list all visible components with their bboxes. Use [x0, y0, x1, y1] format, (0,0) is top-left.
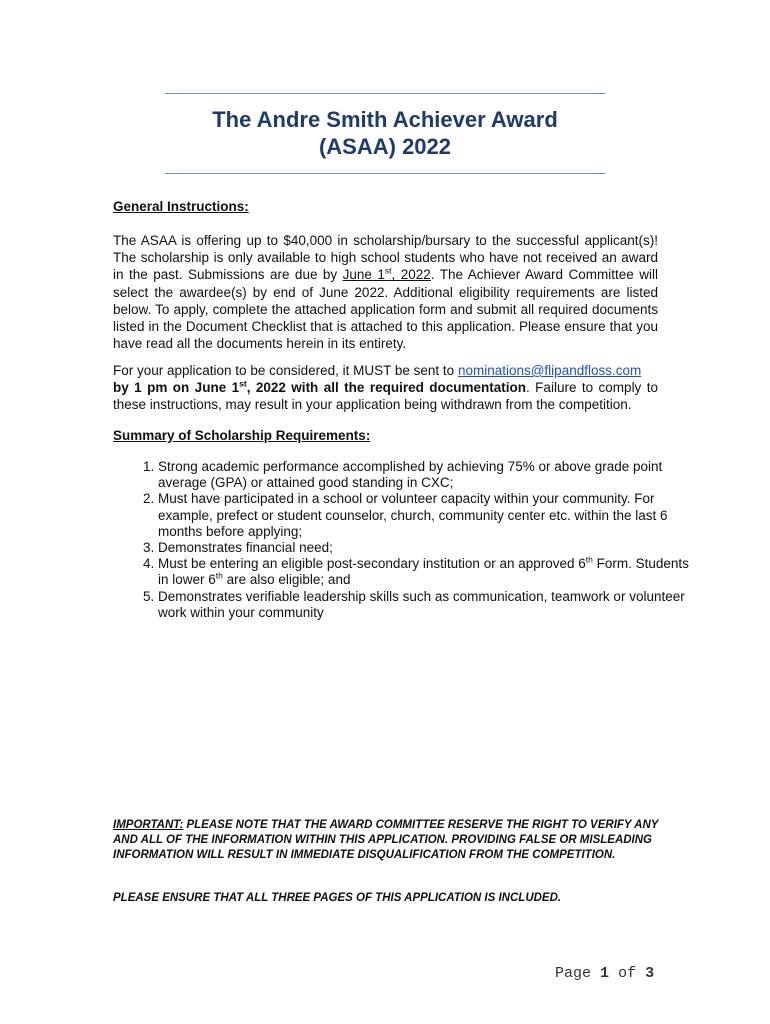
general-instructions-paragraph: [113, 232, 658, 352]
deadline-sup: st: [239, 378, 247, 389]
requirement-4-sup-1: th: [585, 554, 593, 565]
nominations-email-link[interactable]: nominations@flipandfloss.com: [457, 363, 642, 378]
requirement-2: Must have participated in a school or volunteer capacity within your community. For example, prefect or student counselor, church, community center etc. within the last 6 months before applying;: [158, 491, 668, 539]
requirement-5: Demonstrates verifiable leadership skills such as communication, teamwork or volunteer work within your community: [158, 588, 685, 620]
page-current: 1: [600, 965, 610, 982]
list-item: [158, 556, 693, 588]
important-label: IMPORTANT:: [113, 819, 184, 831]
deadline-post: , 2022 with all the required documentation: [246, 380, 527, 396]
p2-text-a: For your application to be considered, it MUST be sent to: [113, 363, 458, 378]
due-date-pre: June 1: [342, 267, 385, 283]
requirement-1: Strong academic performance accomplished by achieving 75% or above grade point average (GPA) or attained good standing in CXC;: [158, 459, 663, 491]
requirement-4-sup-2: th: [215, 570, 223, 581]
p2-text-b: . Failure to comply to these instructions, may result in your application being withdrawn from the competition.: [113, 380, 658, 413]
title-top-rule: [165, 93, 605, 94]
requirement-4-c: are also eligible; and: [222, 572, 351, 588]
requirements-list: [113, 459, 693, 621]
title-line-1: The Andre Smith Achiever Award: [212, 107, 558, 132]
deadline-pre: by 1 pm on June 1: [113, 380, 240, 396]
p1-text-a: The ASAA is offering up to $40,000 in scholarship/bursary to the successful applicant(s)! The scholarship is only available to high school students who have not received an award in the past. Submissions are due by: [113, 233, 658, 283]
requirement-4-a: Must be entering an eligible post-secondary institution or an approved 6: [158, 556, 586, 572]
requirement-3: Demonstrates financial need;: [158, 540, 333, 556]
submission-paragraph: [113, 362, 658, 414]
due-date-sup: st: [384, 265, 392, 276]
list-item: [158, 491, 693, 540]
deadline-bold: [113, 380, 526, 395]
list-item: [158, 459, 693, 491]
page-word: Page: [555, 965, 592, 982]
requirement-4-b: Form. Students in lower 6: [158, 556, 689, 588]
important-text: PLEASE NOTE THAT THE AWARD COMMITTEE RESERVE THE RIGHT TO VERIFY ANY AND ALL OF THE INFORMATION WITHIN THIS APPLICATION. PROVIDING FALSE OR MISLEADING INFORMATION WILL RESULT IN IMMEDIATE DISQUALIFICATION FROM THE COMPETITION.: [113, 819, 659, 861]
page-number: [555, 965, 654, 982]
due-date-post: , 2022: [391, 267, 431, 283]
list-item: [158, 589, 693, 621]
general-instructions-heading: General Instructions:: [113, 199, 249, 214]
list-item: [158, 540, 693, 556]
p1-text-b: . The Achiever Award Committee will select the awardee(s) by end of June 2022. Additional eligibility requirements are listed below. To apply, complete the attached application form and submit all required documents listed in the Document Checklist that is attached to this application. Please ensure that you have read all the documents herein in its entirety.: [113, 267, 658, 352]
summary-heading: Summary of Scholarship Requirements:: [113, 428, 371, 443]
title-line-2: (ASAA) 2022: [318, 134, 452, 159]
important-notice: [113, 818, 673, 863]
page-title: [100, 106, 670, 160]
of-word: of: [618, 965, 637, 982]
page-total: 3: [645, 965, 655, 982]
ensure-pages-notice: PLEASE ENSURE THAT ALL THREE PAGES OF THIS APPLICATION IS INCLUDED.: [113, 892, 562, 904]
due-date: [343, 267, 431, 282]
title-bottom-rule: [165, 173, 605, 174]
